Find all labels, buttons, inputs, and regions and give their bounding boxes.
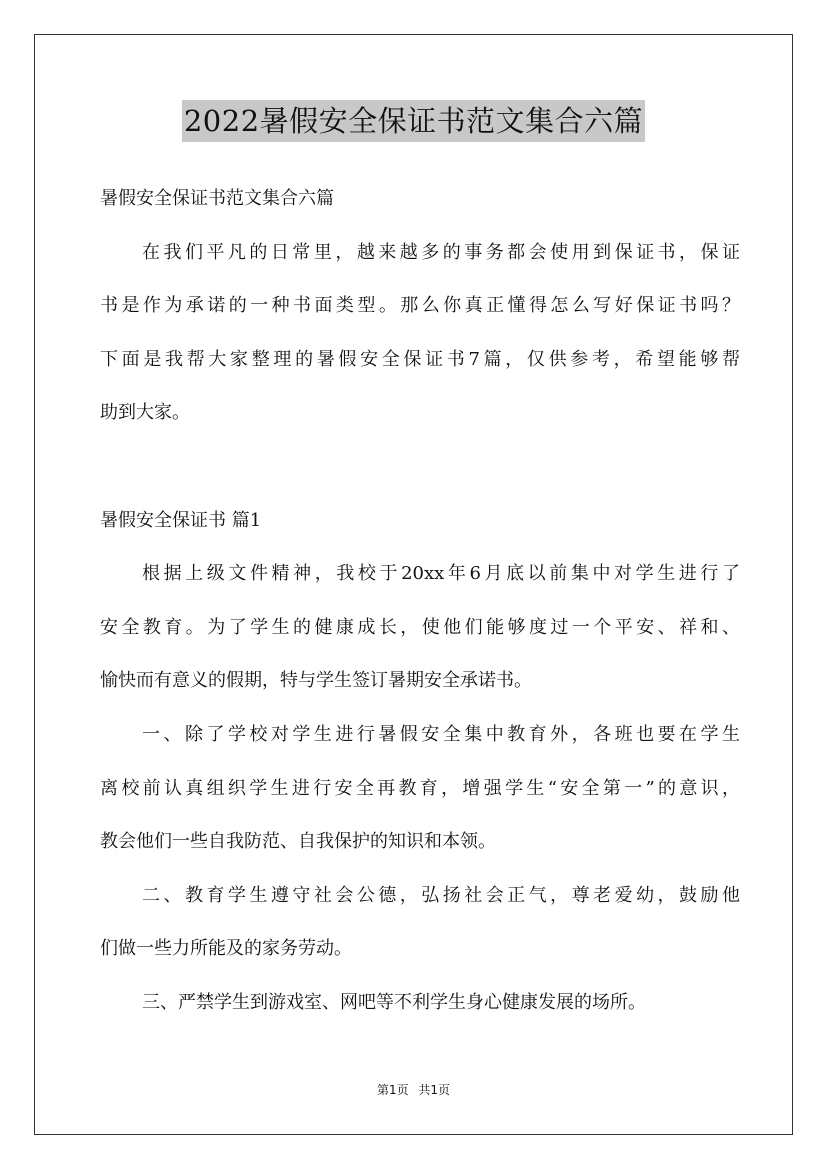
paragraph-line: 教会他们一些自我防范、自我保护的知识和本领。 <box>100 831 496 853</box>
paragraph-line: 安全教育。为了学生的健康成长，使他们能够度过一个平安、祥和、 <box>100 616 740 638</box>
paragraph-line: 愉快而有意义的假期，特与学生签订暑期安全承诺书。 <box>100 670 532 692</box>
spacer <box>100 440 740 494</box>
paragraph-line: 一、除了学校对学生进行暑假安全集中教育外，各班也要在学生 <box>142 723 740 745</box>
page-number: 第1页 <box>376 1083 409 1097</box>
intro-line: 在我们平凡的日常里，越来越多的事务都会使用到保证书，保证 <box>142 241 740 263</box>
paragraph-line: 们做一些力所能及的家务劳动。 <box>100 938 352 960</box>
paragraph-line: 二、教育学生遵守社会公德，弘扬社会正气，尊老爱幼，鼓励他 <box>142 884 740 906</box>
paragraph-line: 根据上级文件精神，我校于20xx年6月底以前集中对学生进行了 <box>142 563 740 585</box>
section-heading: 暑假安全保证书 篇1 <box>100 509 262 531</box>
document-body <box>100 172 740 1030</box>
total-pages: 共1页 <box>418 1083 451 1097</box>
intro-line: 下面是我帮大家整理的暑假安全保证书7篇，仅供参考，希望能够帮 <box>100 348 740 370</box>
intro-line: 助到大家。 <box>100 402 190 424</box>
document-title: 2022暑假安全保证书范文集合六篇 <box>182 100 645 142</box>
subtitle: 暑假安全保证书范文集合六篇 <box>100 188 334 209</box>
paragraph-line: 三、严禁学生到游戏室、网吧等不利学生身心健康发展的场所。 <box>142 991 646 1013</box>
page-footer <box>0 1081 827 1098</box>
paragraph-line: 离校前认真组织学生进行安全再教育，增强学生“安全第一”的意识， <box>100 777 740 799</box>
intro-line: 书是作为承诺的一种书面类型。那么你真正懂得怎么写好保证书吗？ <box>100 295 740 317</box>
title-container <box>0 100 827 142</box>
